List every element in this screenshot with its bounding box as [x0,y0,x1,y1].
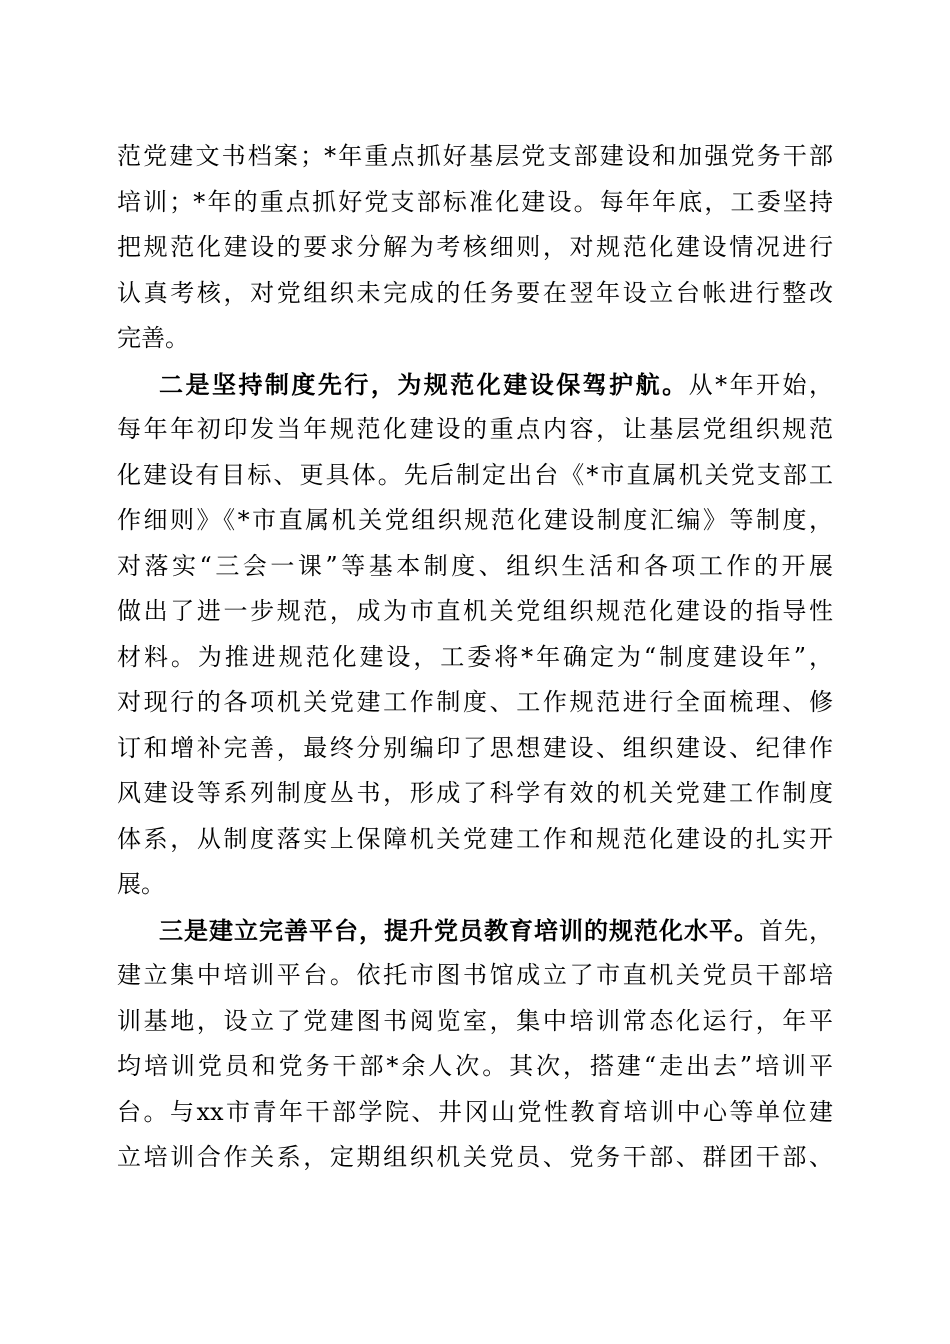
paragraph-1 [117,134,833,362]
document-body [117,134,833,1181]
text-line: 风建设等系列制度丛书，形成了科学有效的机关党建工作制度 [117,779,833,807]
text-line: 培训；*年的重点抓好党支部标准化建设。每年年底，工委坚持 [117,187,833,216]
text-line: 训基地，设立了党建图书阅览室，集中培训常态化运行，年平 [117,1006,833,1035]
text-line: 化建设有目标、更具体。先后制定出台《*市直属机关党支部工 [117,460,833,489]
text-line: 作细则》《*市直属机关党组织规范化建设制度汇编》等制度， [117,506,833,534]
text-line: 体系，从制度落实上保障机关党建工作和规范化建设的扎实开 [117,824,833,853]
text-line: 订和增补完善，最终分别编印了思想建设、组织建设、纪律作 [117,733,833,762]
paragraph-heading-line [117,362,833,408]
text-line: 认真考核，对党组织未完成的任务要在翌年设立台帐进行整改 [117,278,833,307]
text-line: 立培训合作关系，定期组织机关党员、党务干部、群团干部、 [117,1143,833,1171]
text-line: 对现行的各项机关党建工作制度、工作规范进行全面梳理、修 [117,688,833,716]
heading-line-rest: 首先， [759,916,833,945]
paragraph-heading: 二是坚持制度先行，为规范化建设保驾护航。 [159,369,689,399]
text-line: 展。 [117,870,165,898]
text-line: 均培训党员和党务干部*余人次。其次，搭建“走出去”培训平 [117,1052,833,1080]
text-line: 范党建文书档案；*年重点抓好基层党支部建设和加强党务干部 [117,142,833,170]
text-line: 每年年初印发当年规范化建设的重点内容，让基层党组织规范 [117,415,833,443]
text-line: 台。与xx市青年干部学院、井冈山党性教育培训中心等单位建 [117,1097,833,1126]
text-line: 材料。为推进规范化建设，工委将*年确定为“制度建设年”， [117,642,833,671]
text-line: 对落实“三会一课”等基本制度、组织生活和各项工作的开展 [117,551,833,580]
heading-line-rest: 从*年开始， [688,370,834,399]
paragraph-heading-line [117,908,833,954]
paragraph-3 [117,908,833,1181]
paragraph-2 [117,362,833,908]
text-line: 完善。 [117,324,189,352]
text-line: 建立集中培训平台。依托市图书馆成立了市直机关党员干部培 [117,961,833,989]
text-line: 把规范化建设的要求分解为考核细则，对规范化建设情况进行 [117,233,833,261]
text-line: 做出了进一步规范，成为市直机关党组织规范化建设的指导性 [117,597,833,625]
paragraph-heading: 三是建立完善平台，提升党员教育培训的规范化水平。 [159,915,759,945]
